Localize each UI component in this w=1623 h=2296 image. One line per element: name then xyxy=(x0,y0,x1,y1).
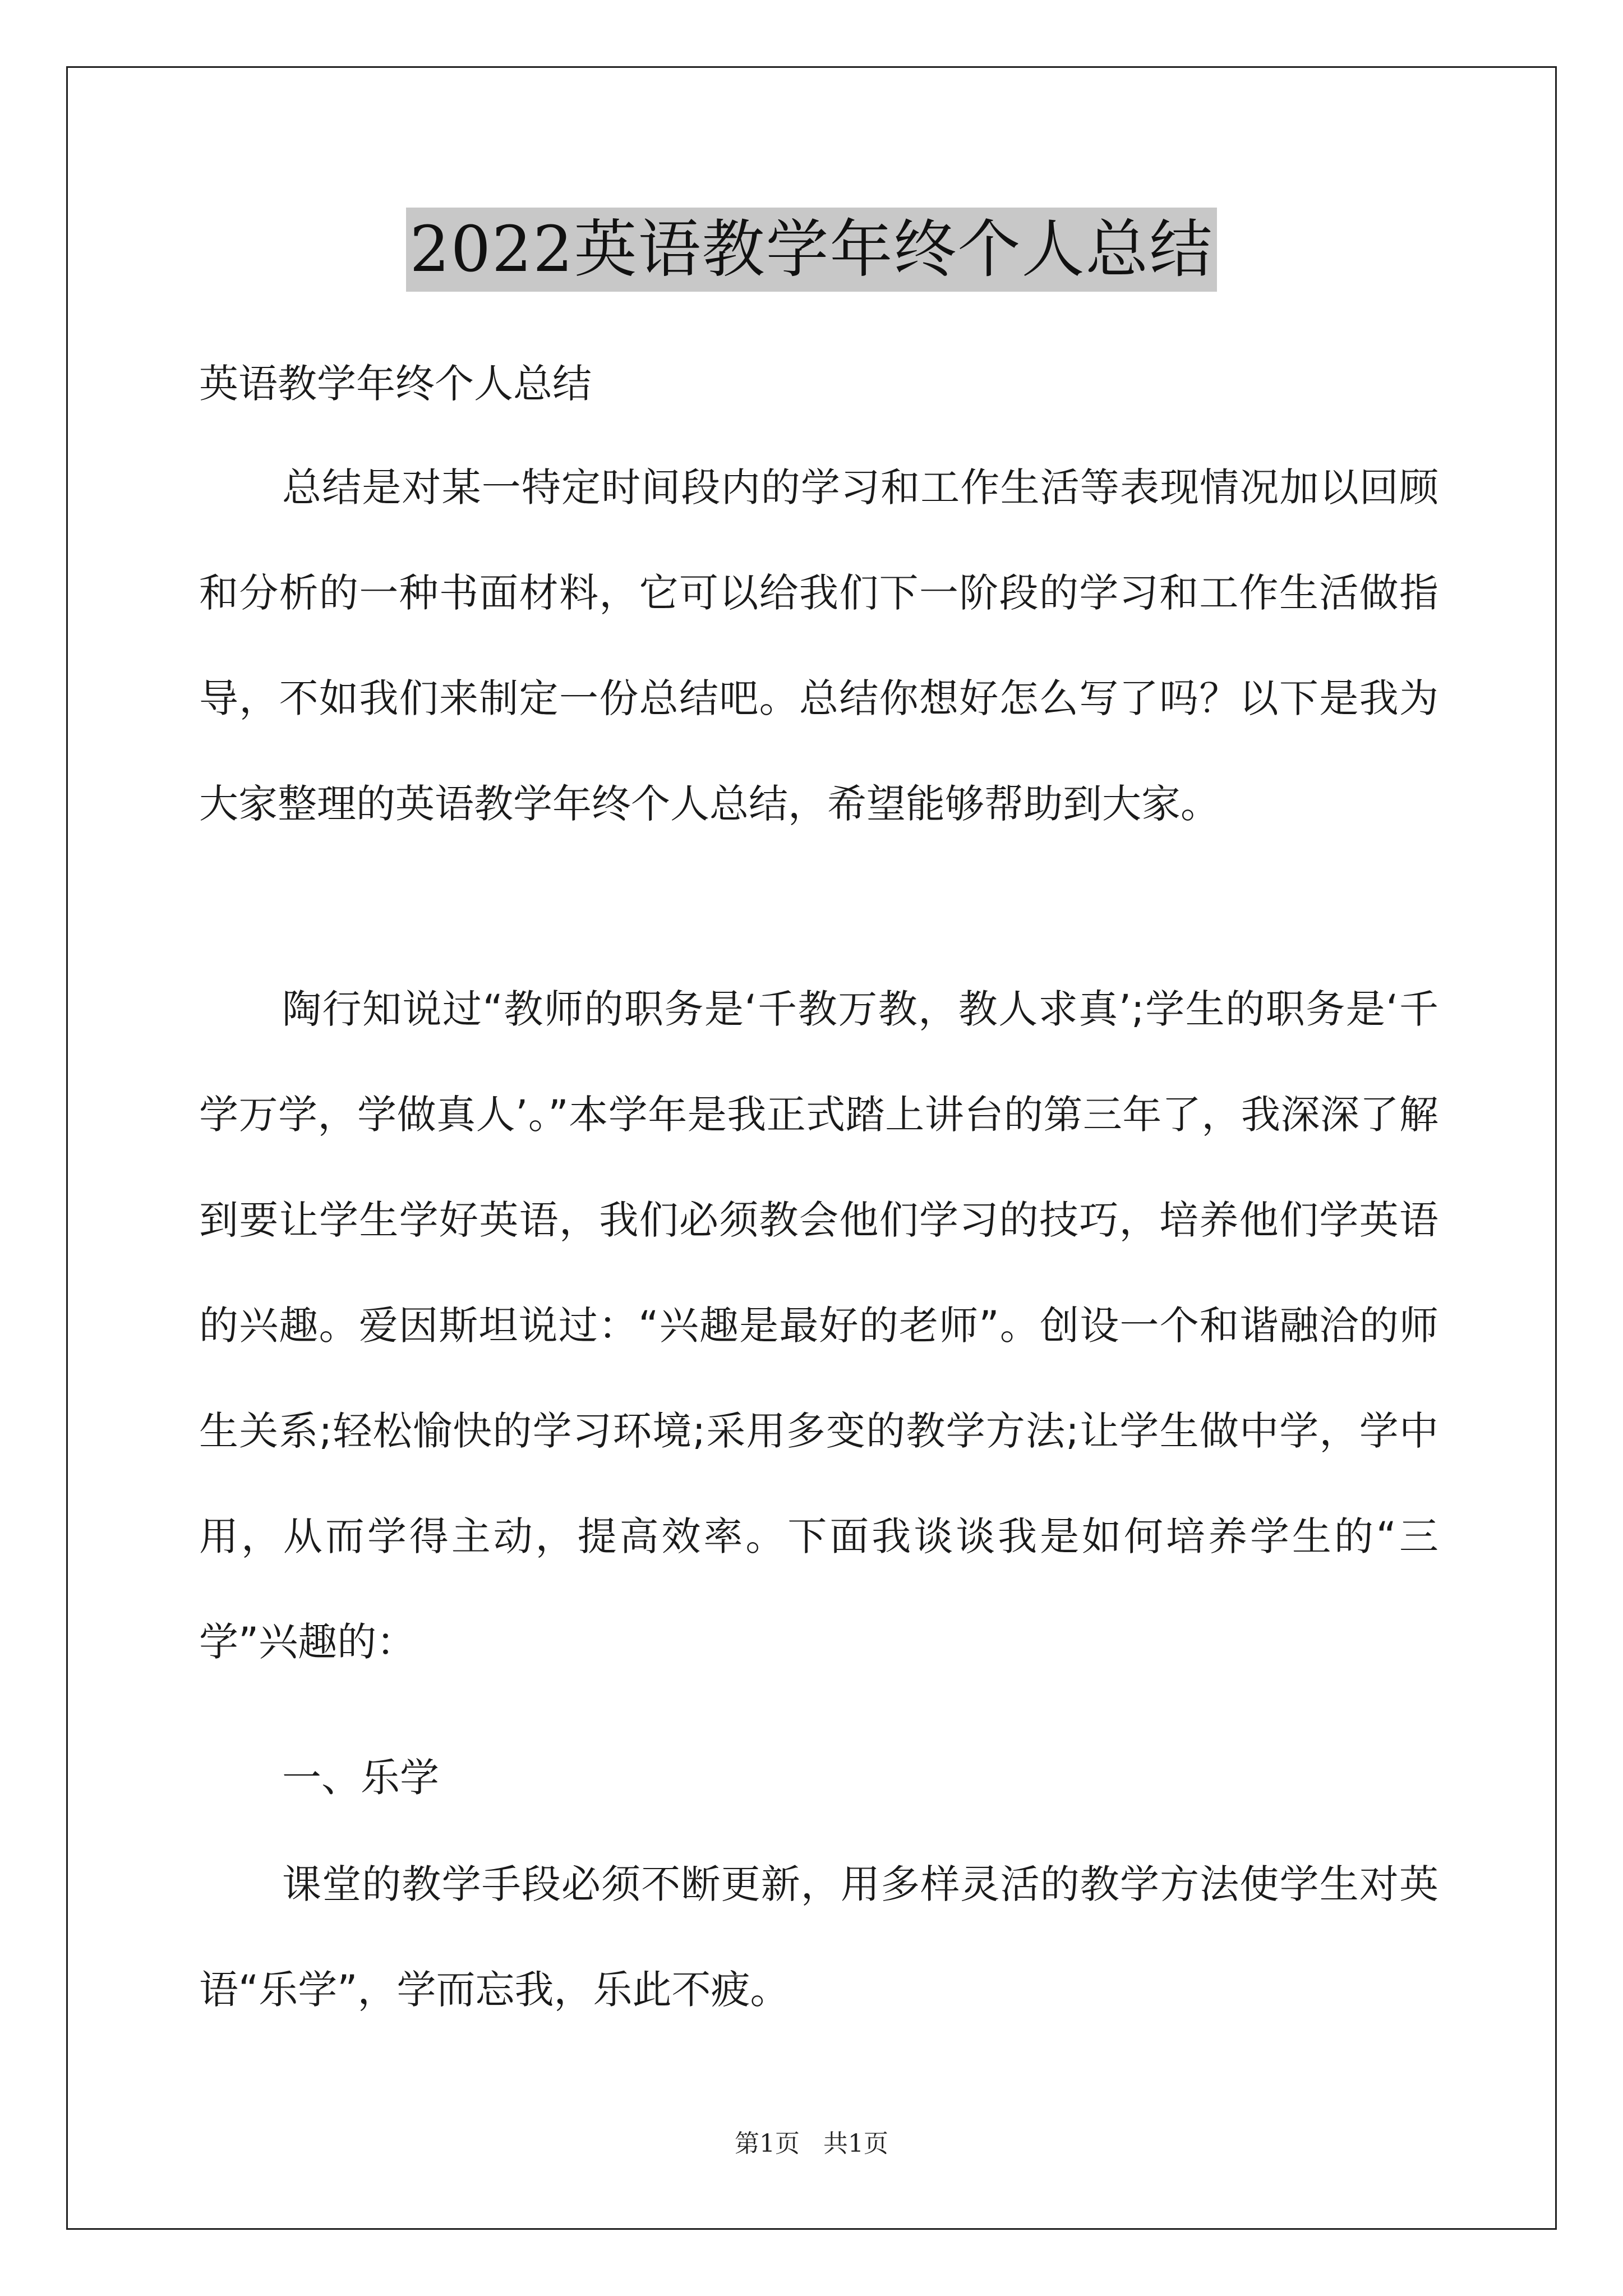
paragraph-method: 课堂的教学手段必须不断更新，用多样灵活的教学方法使学生对英语“乐学”，学而忘我，乐此不疲。 xyxy=(199,1861,1438,2013)
paragraph-block-3 xyxy=(199,1832,1438,2042)
document-subtitle-block xyxy=(199,331,1438,436)
paragraph-block-2 xyxy=(199,956,1438,1695)
document-subtitle: 英语教学年终个人总结 xyxy=(199,361,592,407)
paragraph-quote: 陶行知说过“教师的职务是‘千教万教，教人求真’;学生的职务是‘千学万学，学做真人’。”本学年是我正式踏上讲台的第三年了，我深深了解到要让学生学好英语，我们必须教会他们学习的技巧，培养他们学英语的兴趣。爱因斯坦说过：“兴趣是最好的老师”。创设一个和谐融洽的师生关系;轻松愉快的学习环境;采用多变的教学方法;让学生做中学，学中用，从而学得主动，提高效率。下面我谈谈我是如何培养学生的“三学”兴趣的： xyxy=(199,986,1438,1665)
paragraph-intro: 总结是对某一特定时间段内的学习和工作生活等表现情况加以回顾和分析的一种书面材料，它可以给我们下一阶段的学习和工作生活做指导，不如我们来制定一份总结吧。总结你想好怎么写了吗？以下是我为大家整理的英语教学年终个人总结，希望能够帮助到大家。 xyxy=(199,464,1438,827)
paragraph-block-1 xyxy=(199,435,1438,857)
section-heading-block xyxy=(199,1725,1438,1830)
title-block xyxy=(0,208,1623,292)
section-heading: 一、乐学 xyxy=(282,1755,439,1801)
document-title: 2022英语教学年终个人总结 xyxy=(406,208,1216,292)
page-number: 第1页 共1页 xyxy=(735,2129,888,2158)
page-footer xyxy=(0,2123,1623,2159)
